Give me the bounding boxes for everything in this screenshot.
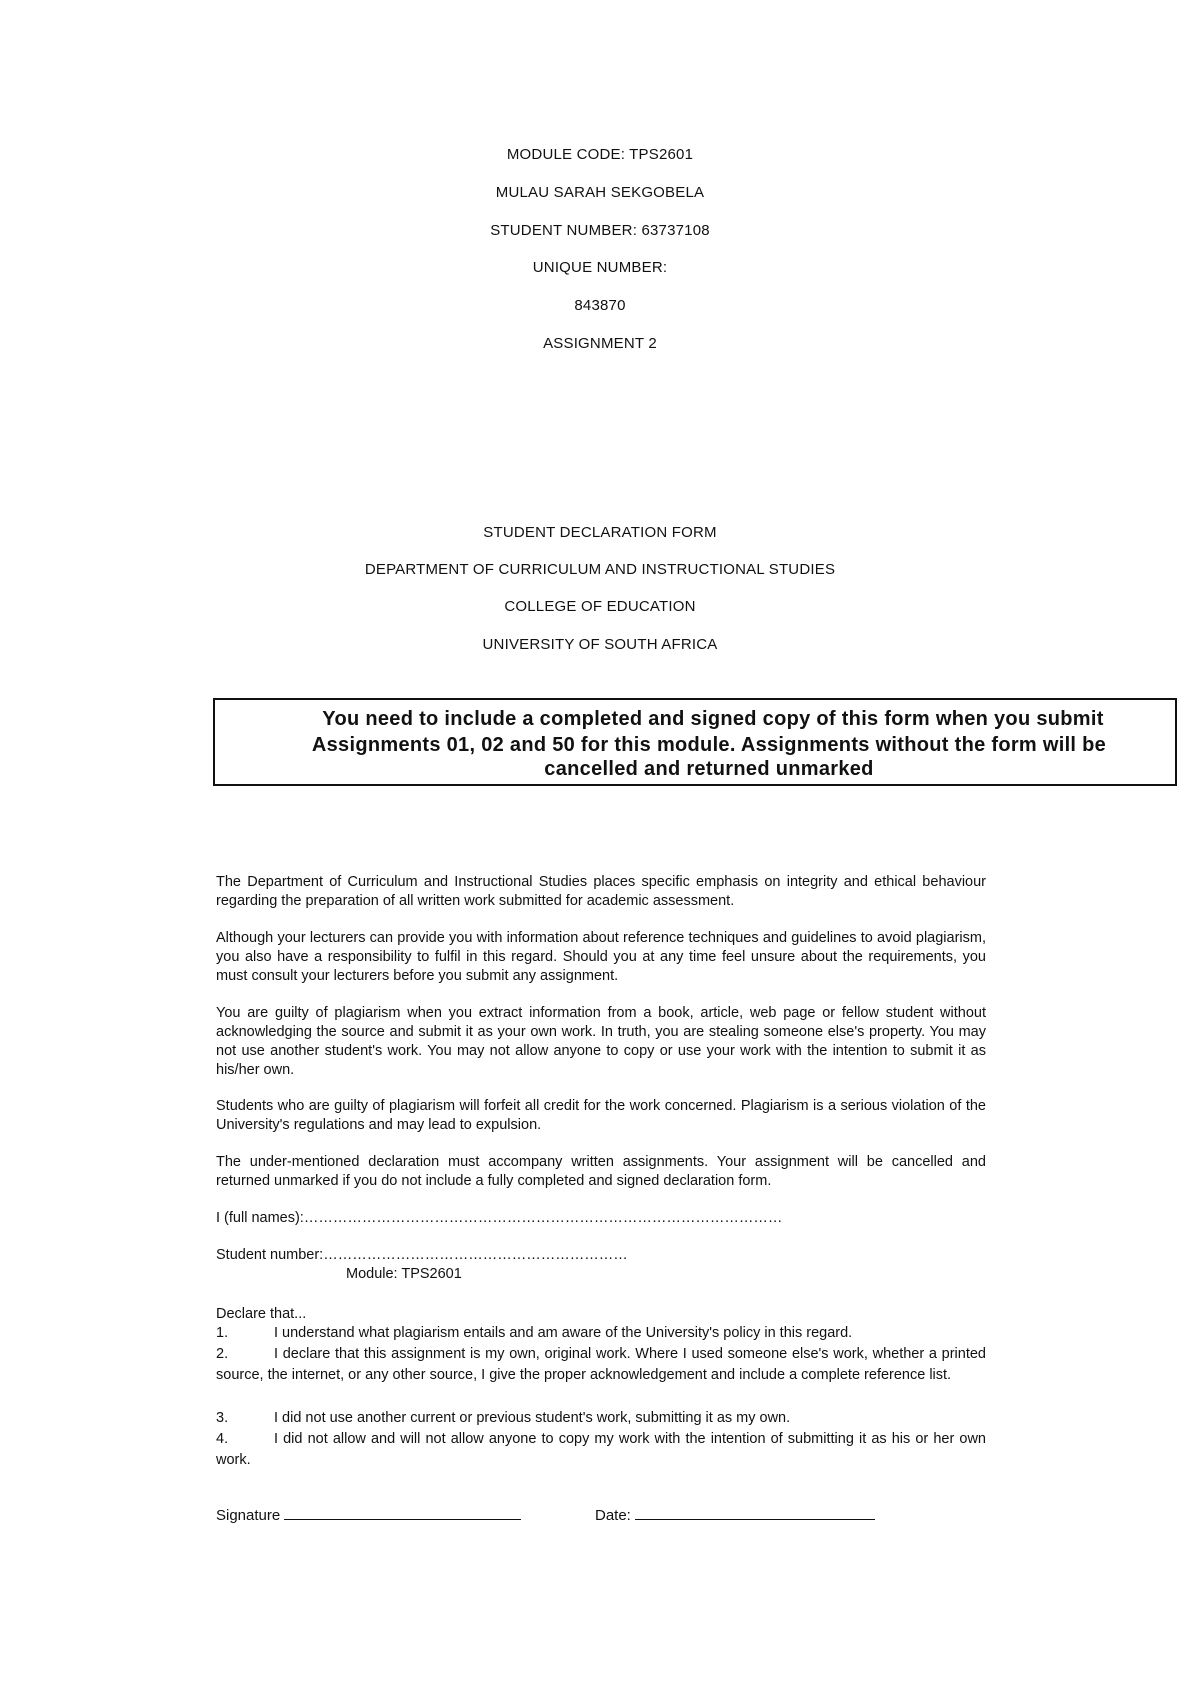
college-name: COLLEGE OF EDUCATION <box>504 598 696 615</box>
date-line[interactable] <box>635 1507 875 1520</box>
full-names-field[interactable]: I (full names):……………………………………………………………………………………… <box>216 1210 783 1226</box>
declaration-number: 2. <box>216 1346 229 1362</box>
declaration-number: 4. <box>216 1431 229 1447</box>
form-title: STUDENT DECLARATION FORM <box>483 524 717 541</box>
notice-line-1: You need to include a completed and signed copy of this form when you submit <box>322 708 1104 730</box>
declaration-text: I understand what plagiarism entails and am aware of the University's policy in this regard. <box>274 1325 853 1341</box>
signature-line[interactable] <box>284 1507 521 1520</box>
declare-intro: Declare that... <box>216 1306 307 1322</box>
paragraph-plagiarism-definition: You are guilty of plagiarism when you extract information from a book, article, web page or fellow student without acknowledging the source and submit it as your own work. In truth, you are stealing someone else's property. You may not use another student's work. You may not allow anyone to copy or use your work with the intention to submit it as his/her own. <box>216 1005 986 1078</box>
paragraph-integrity: The Department of Curriculum and Instructional Studies places specific emphasis on integrity and ethical behaviour regarding the preparation of all written work submitted for academic assessment. <box>216 874 986 909</box>
unique-number-value: 843870 <box>574 297 626 314</box>
unique-number-label: UNIQUE NUMBER: <box>532 259 668 276</box>
date-label: Date: <box>595 1507 631 1524</box>
student-number-field[interactable]: Student number:……………………………………………………… <box>216 1247 628 1263</box>
notice-line-3: cancelled and returned unmarked <box>544 758 874 780</box>
signature-row <box>216 1507 521 1524</box>
student-name: MULAU SARAH SEKGOBELA <box>495 184 705 201</box>
paragraph-declaration-requirement: The under-mentioned declaration must accompany written assignments. Your assignment will be cancelled and returned unmarked if you do not include a fully completed and signed declaration form. <box>216 1154 986 1189</box>
notice-line-2: Assignments 01, 02 and 50 for this module. Assignments without the form will be <box>311 734 1107 756</box>
signature-label: Signature <box>216 1507 281 1524</box>
department-name: DEPARTMENT OF CURRICULUM AND INSTRUCTIONAL STUDIES <box>364 561 836 578</box>
module-label: Module: TPS2601 <box>346 1266 462 1282</box>
declaration-text: I did not allow and will not allow anyone to copy my work with the intention of submitting it as his or her own work. <box>216 1431 986 1468</box>
paragraph-responsibility: Although your lecturers can provide you with information about reference techniques and guidelines to avoid plagiarism, you also have a responsibility to fulfil in this regard. Should you at any time feel unsure about the requirements, you must consult your lecturers before you submit any assignment. <box>216 930 986 984</box>
student-number: STUDENT NUMBER: 63737108 <box>490 222 710 239</box>
declaration-item <box>216 1344 986 1386</box>
declaration-item <box>216 1323 986 1344</box>
module-code: MODULE CODE: TPS2601 <box>506 146 694 163</box>
university-name: UNIVERSITY OF SOUTH AFRICA <box>482 636 718 653</box>
declaration-item <box>216 1408 986 1429</box>
declaration-number: 1. <box>216 1325 229 1341</box>
declaration-number: 3. <box>216 1410 229 1426</box>
declaration-text: I declare that this assignment is my own, original work. Where I used someone else's work, whether a printed source, the internet, or any other source, I give the proper acknowledgement and include a complete reference list. <box>216 1346 986 1383</box>
notice-box <box>213 698 1177 786</box>
paragraph-consequences: Students who are guilty of plagiarism will forfeit all credit for the work concerned. Plagiarism is a serious violation of the University's regulations and may lead to expulsion. <box>216 1098 986 1133</box>
declaration-text: I did not use another current or previous student's work, submitting it as my own. <box>274 1410 791 1426</box>
date-row <box>595 1507 875 1524</box>
declaration-item <box>216 1429 986 1471</box>
assignment-label: ASSIGNMENT 2 <box>543 335 657 352</box>
